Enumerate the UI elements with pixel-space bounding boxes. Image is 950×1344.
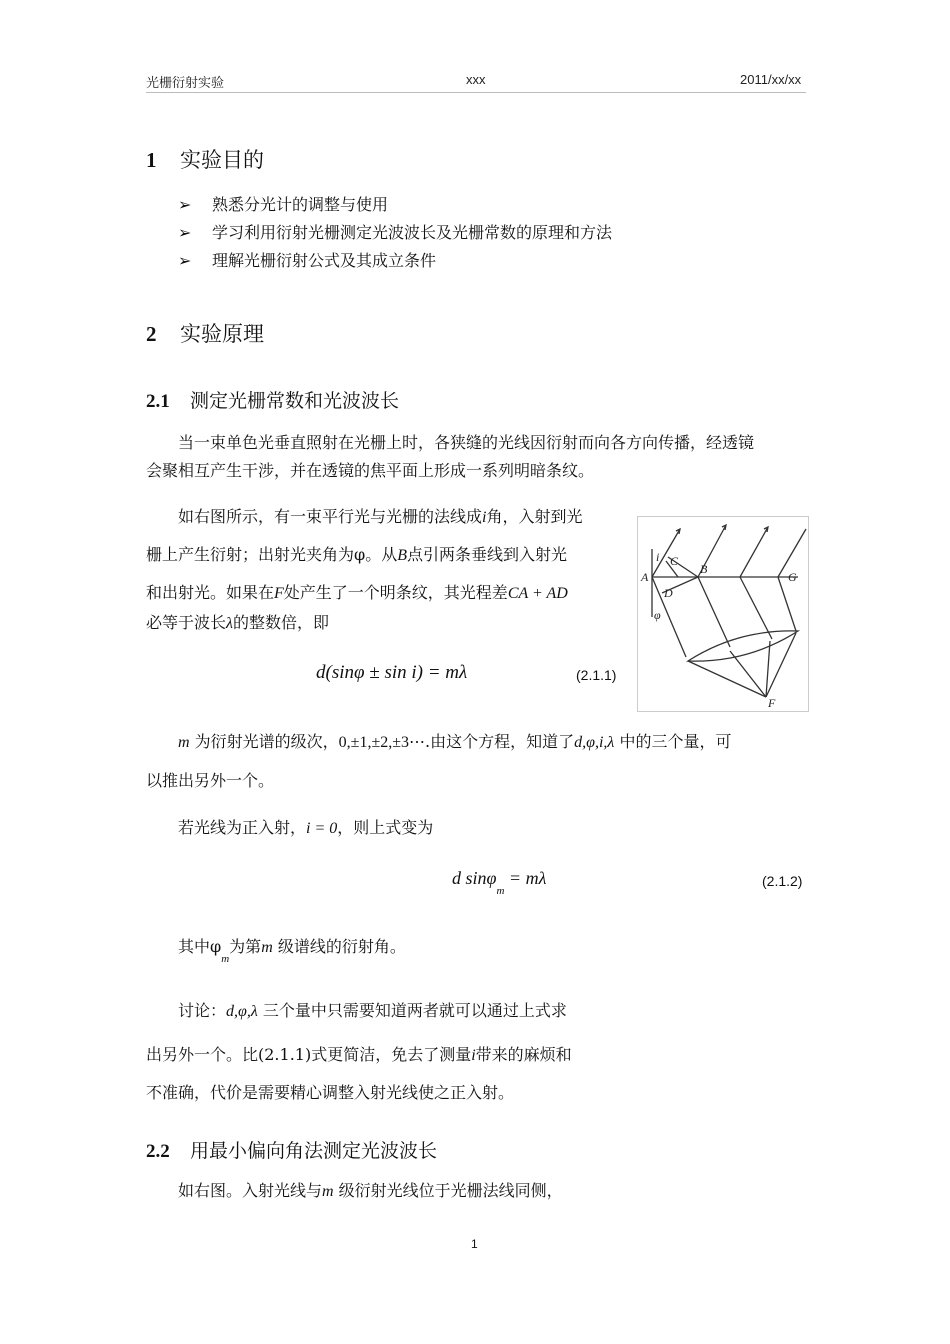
diffraction-figure bbox=[637, 516, 809, 712]
header-rule bbox=[146, 92, 806, 93]
bullet-item: ➢ 熟悉分光计的调整与使用 bbox=[178, 195, 389, 214]
bullet-item: ➢ 学习利用衍射光栅测定光波波长及光栅常数的原理和方法 bbox=[178, 223, 613, 242]
paragraph-line: 会聚相互产生干涉，并在透镜的焦平面上形成一系列明暗条纹。 bbox=[146, 461, 595, 480]
equation-number: (2.1.2) bbox=[762, 873, 803, 889]
label-i: i bbox=[656, 550, 660, 564]
equation-2-1-1: d(sinφ ± sin i) = mλ bbox=[316, 662, 468, 683]
header-right: 2011/xx/xx bbox=[740, 72, 802, 87]
paragraph-line: 栅上产生衍射；出射光夹角为φ。从B点引两条垂线到入射光 bbox=[146, 545, 568, 564]
bullet-item: ➢ 理解光栅衍射公式及其成立条件 bbox=[178, 251, 437, 270]
label-F: F bbox=[768, 696, 776, 710]
header-center: xxx bbox=[466, 72, 486, 87]
grating-diagram bbox=[638, 517, 808, 711]
label-A: A bbox=[641, 570, 649, 584]
paragraph-line: 其中$\varphi_m$为第m 级谱线的衍射角。 bbox=[178, 937, 406, 965]
equation-2-1-2: d sinφ$_m$ = mλ bbox=[452, 868, 547, 897]
section2-1-heading: 2.1 测定光栅常数和光波波长 bbox=[146, 390, 400, 412]
paragraph-line: 如右图。入射光线与m 级衍射光线位于光栅法线同侧， bbox=[178, 1181, 563, 1200]
paragraph-line: 以推出另外一个。 bbox=[146, 771, 275, 790]
paragraph-line: 不准确，代价是需要精心调整入射光线使之正入射。 bbox=[146, 1083, 515, 1102]
label-D: D bbox=[664, 586, 673, 600]
label-G: G bbox=[788, 570, 797, 584]
paragraph-line: 当一束单色光垂直照射在光栅上时，各狭缝的光线因衍射而向各方向传播，经透镜 bbox=[178, 433, 755, 452]
label-phi: φ bbox=[654, 608, 661, 622]
paragraph-line: m 为衍射光谱的级次，0,±1,±2,±3⋯.由这个方程，知道了d,φ,i,λ 中的三个量，可 bbox=[178, 732, 732, 751]
equation-number: (2.1.1) bbox=[576, 667, 617, 683]
paragraph-line: 讨论：d,φ,λ 三个量中只需要知道两者就可以通过上式求 bbox=[178, 1001, 567, 1020]
label-C: C bbox=[670, 554, 679, 568]
section-title: 实验目的 bbox=[180, 148, 264, 172]
arrow-bullet-icon: ➢ bbox=[178, 195, 192, 214]
label-B: B bbox=[700, 562, 708, 576]
arrow-bullet-icon: ➢ bbox=[178, 223, 192, 242]
paragraph-line: 若光线为正入射，i = 0，则上式变为 bbox=[178, 818, 434, 837]
section2-2-heading: 2.2 用最小偏向角法测定光波波长 bbox=[146, 1140, 438, 1162]
header-left: 光栅衍射实验 bbox=[146, 75, 225, 90]
section-number: 1 bbox=[146, 148, 157, 172]
paragraph-line: 和出射光。如果在F处产生了一个明条纹，其光程差CA + AD bbox=[146, 583, 568, 602]
page-number: 1 bbox=[471, 1237, 478, 1251]
section1-heading bbox=[146, 144, 264, 174]
arrow-bullet-icon: ➢ bbox=[178, 251, 192, 270]
paragraph-line: 必等于波长λ的整数倍，即 bbox=[146, 613, 329, 632]
paragraph-line: 出另外一个。比(2.1.1)式更简洁，免去了测量i带来的麻烦和 bbox=[146, 1045, 572, 1064]
paragraph-line: 如右图所示，有一束平行光与光栅的法线成i角，入射到光 bbox=[178, 507, 583, 526]
section2-heading: 2 实验原理 bbox=[146, 322, 264, 346]
